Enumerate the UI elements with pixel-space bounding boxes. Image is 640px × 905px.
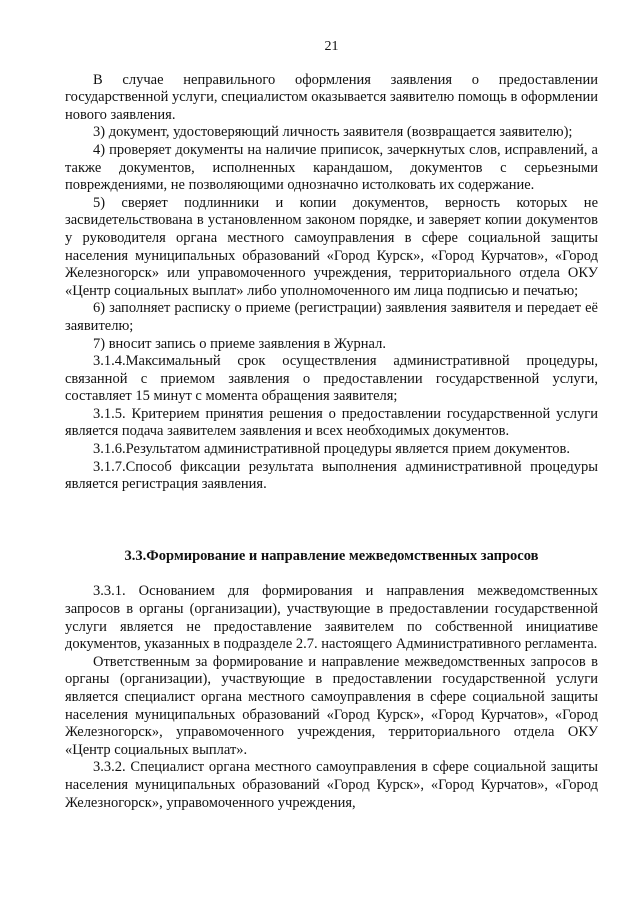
paragraph-3-1-7-fixation-method: 3.1.7.Способ фиксации результата выполнения административной процедуры является регистрация заявления.	[65, 458, 598, 493]
paragraph-responsible-specialist: Ответственным за формирование и направление межведомственных запросов в органы (организации), участвующие в предоставлении государственной услуги является специалист органа местного самоуправления в сфере социальной защиты населения муниципальных образований «Город Курск», «Город Курчатов», «Город Железногорск», управомоченного учреждения, территориального отдела ОКУ «Центр социальных выплат».	[65, 653, 598, 758]
paragraph-3-3-2-specialist: 3.3.2. Специалист органа местного самоуправления в сфере социальной защиты населения муниципальных образований «Город Курск», «Город Курчатов», «Город Железногорск», управомоченного учреждения,	[65, 759, 598, 811]
paragraph-item-3-identity-document: 3) документ, удостоверяющий личность заявителя (возвращается заявителю);	[93, 124, 573, 141]
section-heading-3-3: 3.3.Формирование и направление межведомственных запросов	[124, 547, 539, 564]
paragraph-3-1-6-result: 3.1.6.Результатом административной процедуры является прием документов.	[93, 441, 570, 458]
paragraph-3-3-1-basis: 3.3.1. Основанием для формирования и направления межведомственных запросов в органы (организации), участвующие в предоставлении государственной услуги является не предоставление заявителем по собственной инициативе документов, указанных в подразделе 2.7. настоящего Административного регламента.	[65, 583, 598, 653]
paragraph-item-6-receipt: 6) заполняет расписку о приеме (регистрации) заявления заявителя и передает её заявителю;	[65, 300, 598, 334]
page-number: 21	[324, 39, 339, 54]
paragraph-3-1-5-decision-criterion: 3.1.5. Критерием принятия решения о предоставлении государственной услуги является подача заявителем заявления и всех необходимых документов.	[65, 405, 598, 440]
paragraph-item-5-verify-copies: 5) сверяет подлинники и копии документов, верность которых не засвидетельствована в установленном законом порядке, и заверяет копии документов у руководителя органа местного самоуправления в сфере социальной защиты населения муниципальных образований «Город Курск», «Город Курчатов», «Город Железногорск» или управомоченного учреждения, территориального отдела ОКУ «Центр социальных выплат» либо уполномоченного им лица подписью и печатью;	[65, 194, 598, 299]
paragraph-3-1-4-max-duration: 3.1.4.Максимальный срок осуществления административной процедуры, связанной с приемом заявления о предоставлении государственной услуги, составляет 15 минут с момента обращения заявителя;	[65, 353, 598, 405]
paragraph-item-7-journal-entry: 7) вносит запись о приеме заявления в Журнал.	[93, 335, 386, 352]
paragraph-incorrect-application: В случае неправильного оформления заявления о предоставлении государственной услуги, специалистом оказывается заявителю помощь в оформлении нового заявления.	[65, 71, 598, 123]
paragraph-item-4-check-documents: 4) проверяет документы на наличие приписок, зачеркнутых слов, исправлений, а также документов, исполненных карандашом, документов с серьезными повреждениями, не позволяющими однозначно истолковать их содержание.	[65, 141, 598, 194]
